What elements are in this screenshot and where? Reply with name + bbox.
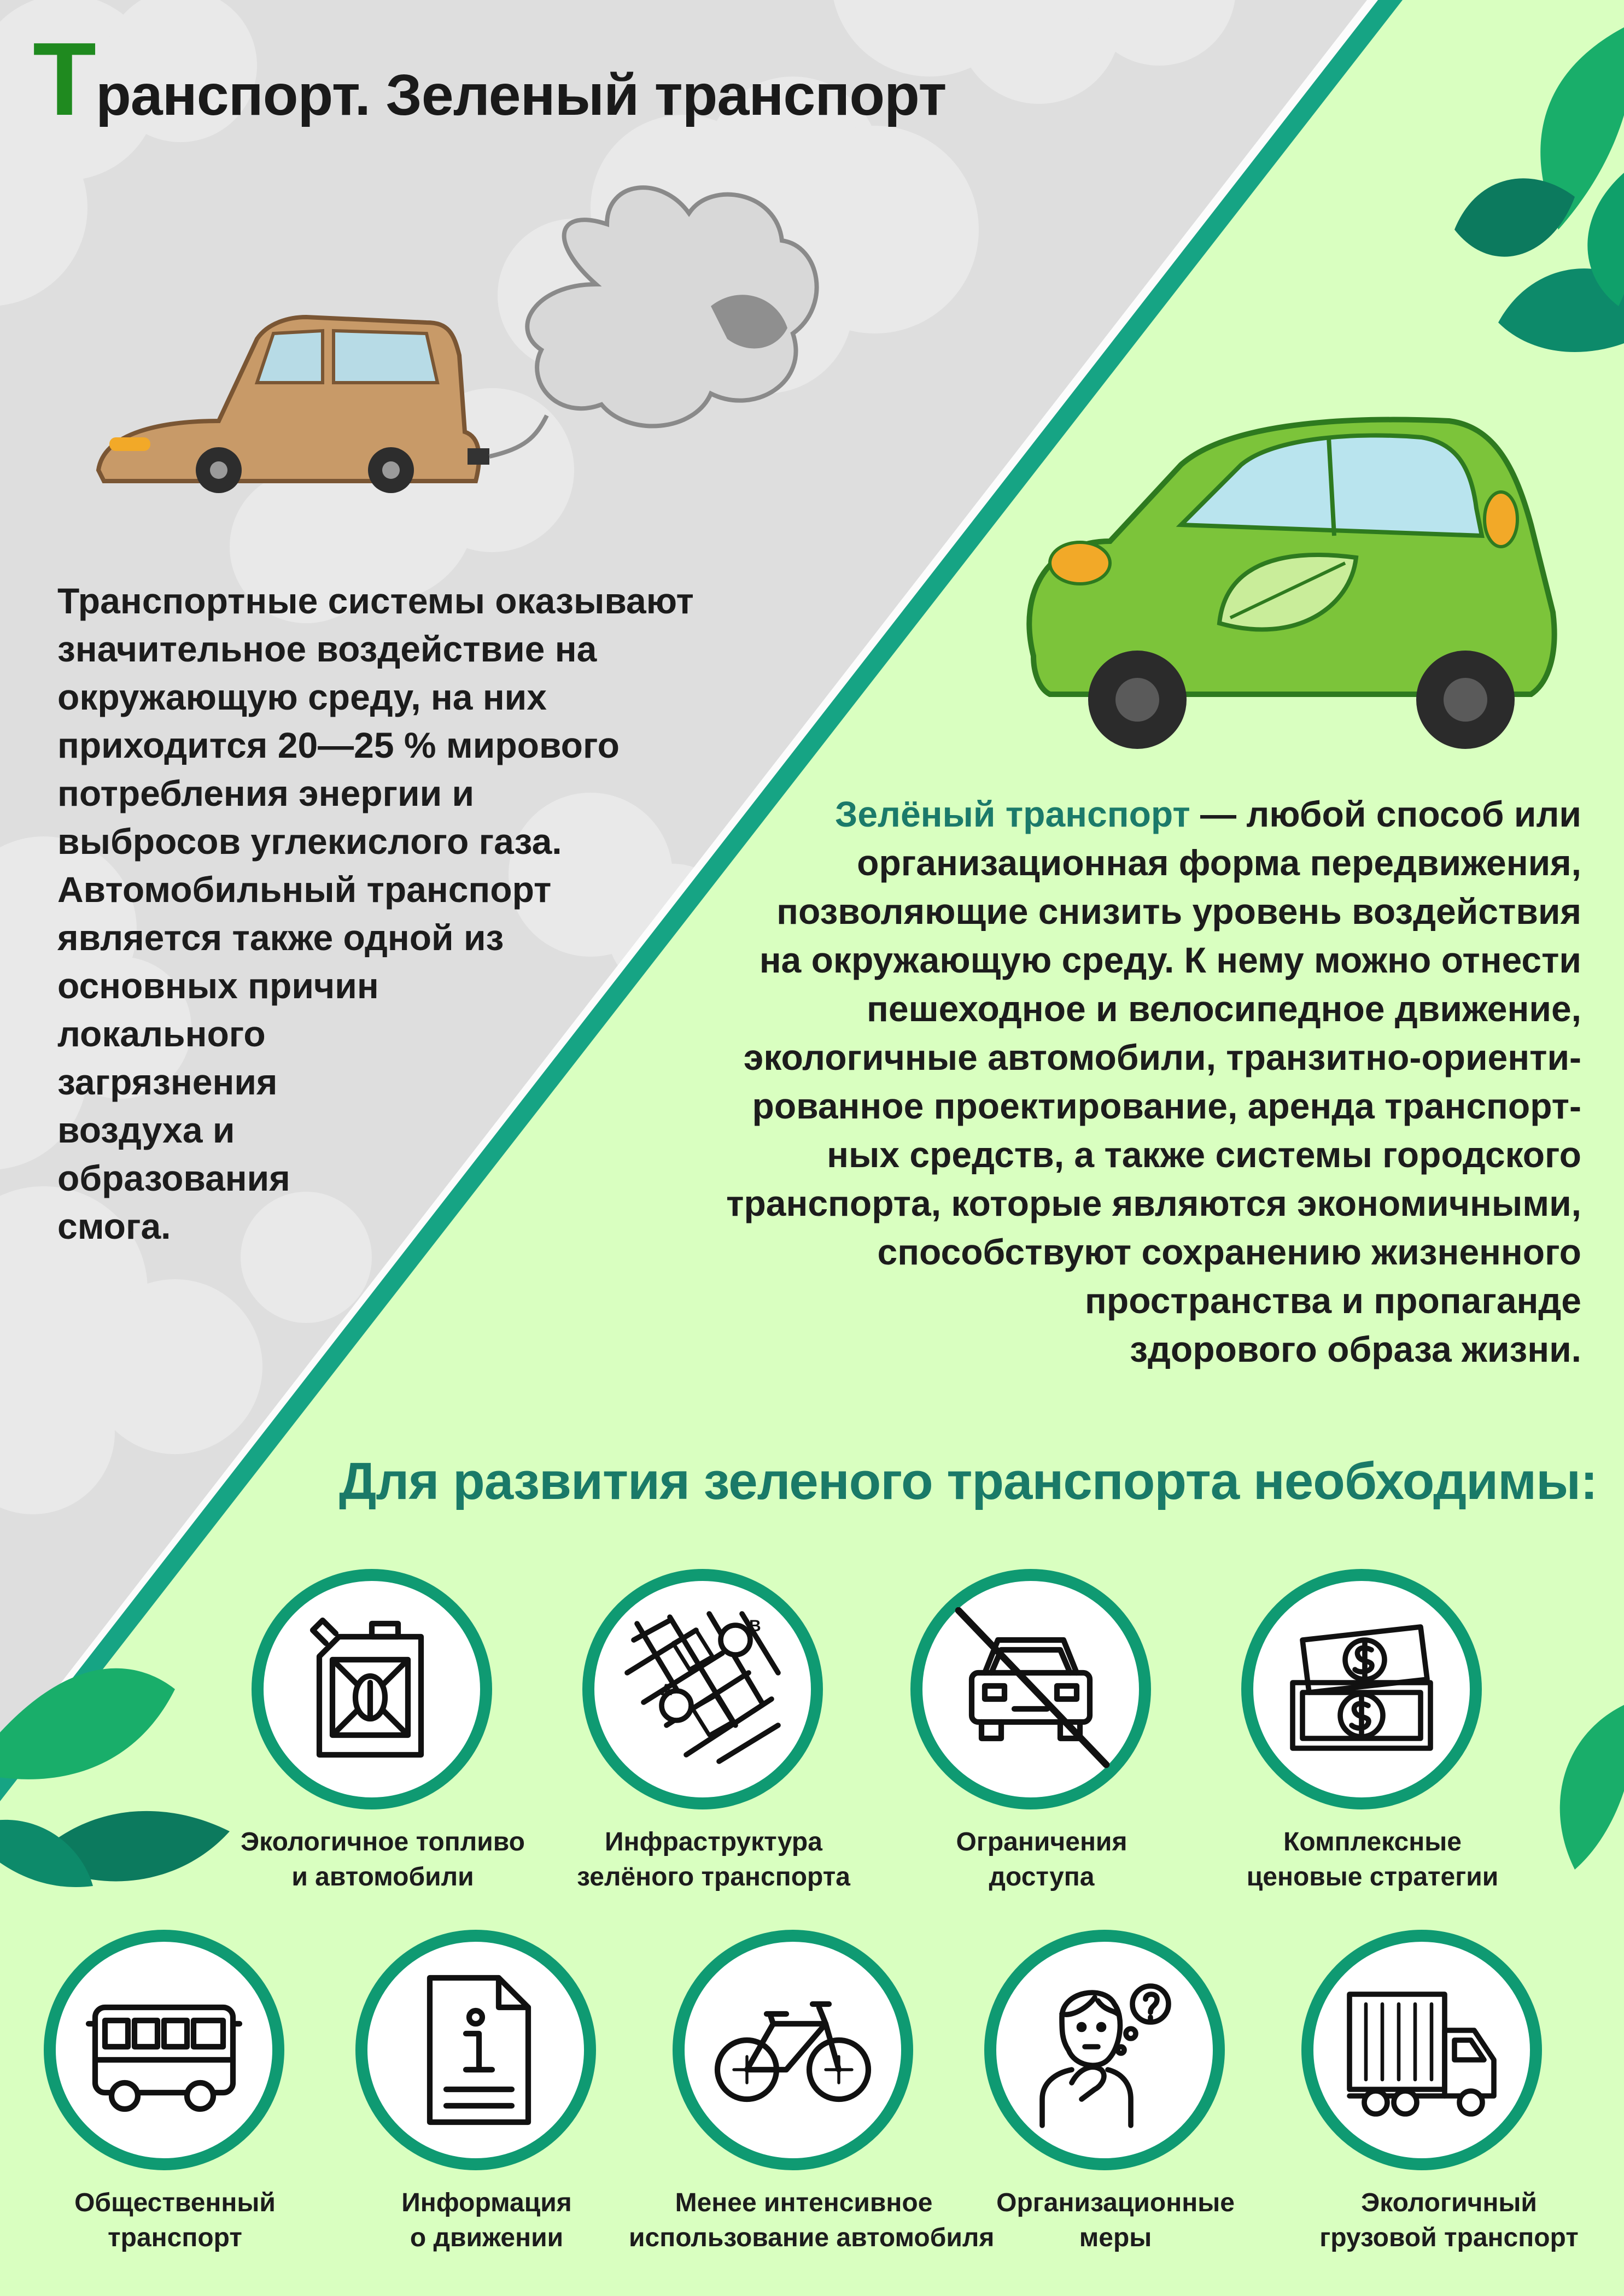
item-label-line: Экологичное топливо xyxy=(241,1828,525,1856)
item-label-line: Комплексные xyxy=(1283,1828,1462,1856)
right-line: на окружающую среду. К нему можно отнести xyxy=(759,940,1581,980)
left-line: Транспортные системы оказывают xyxy=(57,581,694,621)
item-label-line: Менее интенсивное xyxy=(675,2188,933,2217)
item-label-line: ценовые стратегии xyxy=(1246,1862,1499,1891)
banknotes-icon xyxy=(1241,1569,1482,1809)
left-line: загрязнения xyxy=(57,1062,278,1102)
item-label-public-transport xyxy=(0,2186,350,2256)
left-line: является также одной из xyxy=(57,917,504,958)
left-line: основных причин xyxy=(57,965,379,1006)
item-label-infrastructure xyxy=(539,1825,889,1895)
item-label-access-limits xyxy=(867,1825,1217,1895)
right-line: экологичные автомобили, транзитно-ориенти- xyxy=(743,1037,1581,1077)
item-label-line: и автомобили xyxy=(291,1862,474,1891)
map-pin-b: B xyxy=(749,1617,761,1635)
item-label-line: меры xyxy=(1079,2223,1152,2252)
right-paragraph xyxy=(624,790,1581,1374)
item-label-line: транспорт xyxy=(108,2223,242,2252)
left-line: значительное воздействие на xyxy=(57,629,597,669)
fuel-canister-leaf-icon xyxy=(252,1569,492,1809)
item-label-line: Информация xyxy=(401,2188,572,2217)
right-line: пешеходное и велосипедное движение, xyxy=(867,988,1581,1029)
item-label-line: доступа xyxy=(989,1862,1095,1891)
map-pin-a: A xyxy=(661,1681,673,1699)
item-label-line: Организационные xyxy=(996,2188,1235,2217)
left-line: Автомобильный транспорт xyxy=(57,869,552,910)
info-document-icon xyxy=(355,1930,596,2170)
right-first-line-rest: — любой способ или xyxy=(1190,794,1581,834)
right-line: пространства и пропаганде xyxy=(1085,1280,1581,1321)
item-label-line: зелёного транспорта xyxy=(577,1862,850,1891)
right-line: способствуют сохранению жизненного xyxy=(877,1232,1581,1272)
item-label-line: Ограничения xyxy=(956,1828,1128,1856)
item-label-line: о движении xyxy=(410,2223,564,2252)
right-first-line xyxy=(624,790,1581,839)
item-label-eco-freight xyxy=(1274,2186,1624,2256)
left-line: смога. xyxy=(57,1206,171,1246)
section-heading: Для развития зеленого транспорта необходимы: xyxy=(339,1452,1598,1510)
item-label-pricing xyxy=(1197,1825,1547,1895)
left-line: выбросов углекислого газа. xyxy=(57,821,562,862)
item-label-line: Экологичный xyxy=(1361,2188,1537,2217)
thinking-person-icon xyxy=(984,1930,1225,2170)
item-label-traffic-info xyxy=(312,2186,662,2256)
bus-icon xyxy=(44,1930,284,2170)
left-line: окружающую среду, на них xyxy=(57,677,547,717)
item-label-line: Общественный xyxy=(74,2188,276,2217)
no-car-icon xyxy=(910,1569,1151,1809)
right-line: организационная форма передвижения, xyxy=(857,842,1581,883)
item-label-line: грузовой транспорт xyxy=(1319,2223,1579,2252)
left-line: локального xyxy=(57,1014,266,1054)
item-label-eco-fuel xyxy=(208,1825,558,1895)
left-line: потребления энергии и xyxy=(57,773,475,813)
right-line: ных средств, а также системы городского xyxy=(827,1134,1581,1175)
cargo-truck-icon xyxy=(1301,1930,1542,2170)
city-map-icon xyxy=(582,1569,823,1809)
polluting-car-icon xyxy=(98,188,817,493)
title-rest: ранспорт. Зеленый транспорт xyxy=(96,63,947,127)
item-label-line: использование автомобиля xyxy=(629,2223,995,2252)
green-transport-term: Зелёный транспорт xyxy=(835,794,1190,834)
right-line: рованное проектирование, аренда транспорт- xyxy=(752,1086,1581,1126)
left-line: приходится 20—25 % мирового xyxy=(57,725,620,765)
item-label-organizational xyxy=(940,2186,1290,2256)
item-label-line: Инфраструктура xyxy=(605,1828,822,1856)
bicycle-icon xyxy=(673,1930,913,2170)
title-initial: Т xyxy=(33,21,96,137)
page-title xyxy=(33,21,947,137)
right-line: здорового образа жизни. xyxy=(1130,1329,1581,1369)
left-line: образования xyxy=(57,1158,290,1198)
left-line: воздуха и xyxy=(57,1110,235,1150)
right-line: транспорта, которые являются экономичными, xyxy=(726,1183,1581,1223)
right-line: позволяющие снизить уровень воздействия xyxy=(776,891,1581,932)
item-label-less-car-use xyxy=(629,2186,995,2256)
